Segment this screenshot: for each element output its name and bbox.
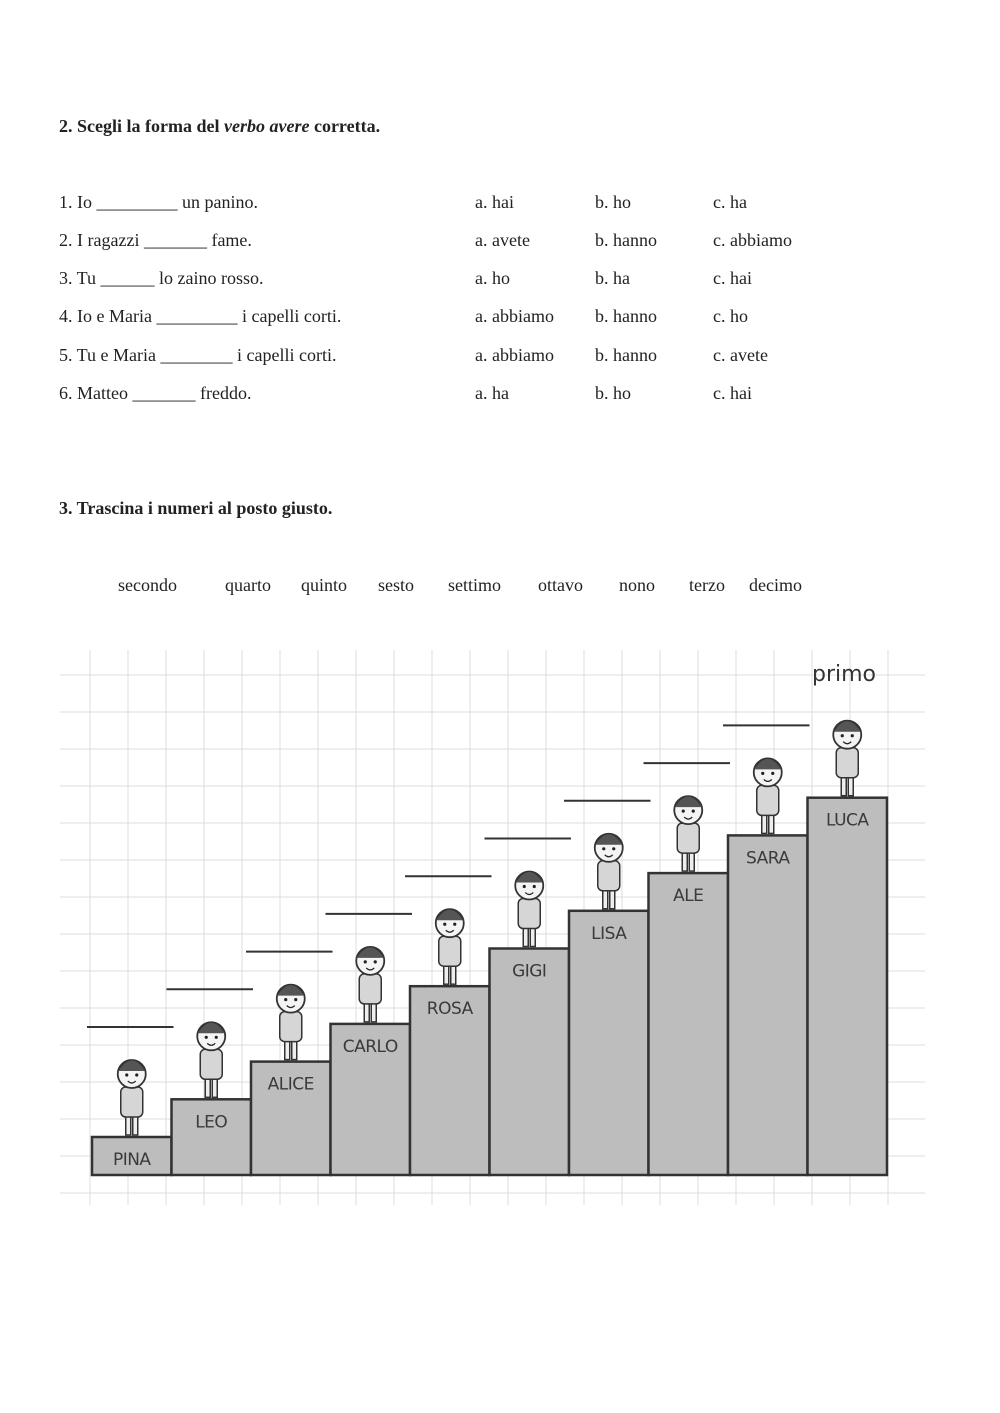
option-b[interactable]: b. ho [595,383,631,403]
option-c[interactable]: c. avete [713,345,768,365]
step-name-label: LUCA [825,810,869,831]
question-text: 3. Tu ______ lo zaino rosso. [59,268,264,288]
word-chip[interactable]: quarto [225,575,271,595]
child-figure [595,834,623,909]
section2-title-start: 2. Scegli la forma del [59,116,220,136]
step-name-label: SARA [746,848,790,869]
section3-title: 3. Trascina i numeri al posto giusto. [59,498,333,518]
question-row [0,345,1000,369]
step-name-label: PINA [112,1150,151,1170]
word-chip[interactable]: sesto [378,575,414,595]
option-c[interactable]: c. ha [713,192,747,212]
child-figure [118,1060,146,1135]
podium-illustration [60,645,930,1210]
step-name-label: LISA [591,923,627,944]
word-chip[interactable]: secondo [118,575,177,595]
question-text: 5. Tu e Maria ________ i capelli corti. [59,345,337,365]
step-name-label: GIGI [512,961,547,982]
primo-label: primo [812,662,877,687]
word-chip[interactable]: ottavo [538,575,583,595]
podium-step [728,835,808,1175]
question-row [0,268,1000,292]
word-chip[interactable]: quinto [301,575,348,595]
option-b[interactable]: b. hanno [595,230,657,250]
question-row [0,383,1000,407]
child-figure [436,909,464,984]
option-c[interactable]: c. abbiamo [713,230,792,250]
podium-step [808,798,888,1175]
option-a[interactable]: a. ha [475,383,509,403]
option-a[interactable]: a. ho [475,268,510,288]
question-row [0,192,1000,216]
section2-title-italic: verbo avere [223,116,310,136]
word-chip[interactable]: decimo [749,575,802,595]
question-row [0,230,1000,254]
option-a[interactable]: a. hai [475,192,514,212]
step-name-label: LEO [195,1112,228,1133]
podium-step [172,1099,252,1175]
child-figure [754,758,782,833]
option-a[interactable]: a. abbiamo [475,345,554,365]
step-name-label: ALICE [267,1074,314,1095]
option-c[interactable]: c. hai [713,268,752,288]
question-text: 2. I ragazzi _______ fame. [59,230,252,250]
podium-step [569,911,649,1175]
option-b[interactable]: b. ha [595,268,630,288]
option-c[interactable]: c. ho [713,306,748,326]
section2-title [59,116,380,137]
step-name-label: ALE [673,886,704,907]
question-text: 4. Io e Maria _________ i capelli corti. [59,306,342,326]
child-figure [356,947,384,1022]
child-figure [833,721,861,796]
question-text: 6. Matteo _______ freddo. [59,383,252,403]
option-c[interactable]: c. hai [713,383,752,403]
step-name-label: CARLO [342,1036,398,1057]
option-b[interactable]: b. hanno [595,306,657,326]
podium-step [649,873,729,1175]
child-figure [515,872,543,947]
option-b[interactable]: b. ho [595,192,631,212]
option-a[interactable]: a. abbiamo [475,306,554,326]
option-b[interactable]: b. hanno [595,345,657,365]
step-name-label: ROSA [426,999,473,1020]
question-row [0,306,1000,330]
section2-title-end: corretta. [313,116,381,136]
podium-step [490,949,570,1176]
word-chip[interactable]: nono [619,575,655,595]
word-chip[interactable]: terzo [689,575,725,595]
child-figure [277,985,305,1060]
word-chip[interactable]: settimo [448,575,501,595]
child-figure [197,1022,225,1097]
podium-steps [92,798,887,1175]
question-text: 1. Io _________ un panino. [59,192,258,212]
option-a[interactable]: a. avete [475,230,530,250]
